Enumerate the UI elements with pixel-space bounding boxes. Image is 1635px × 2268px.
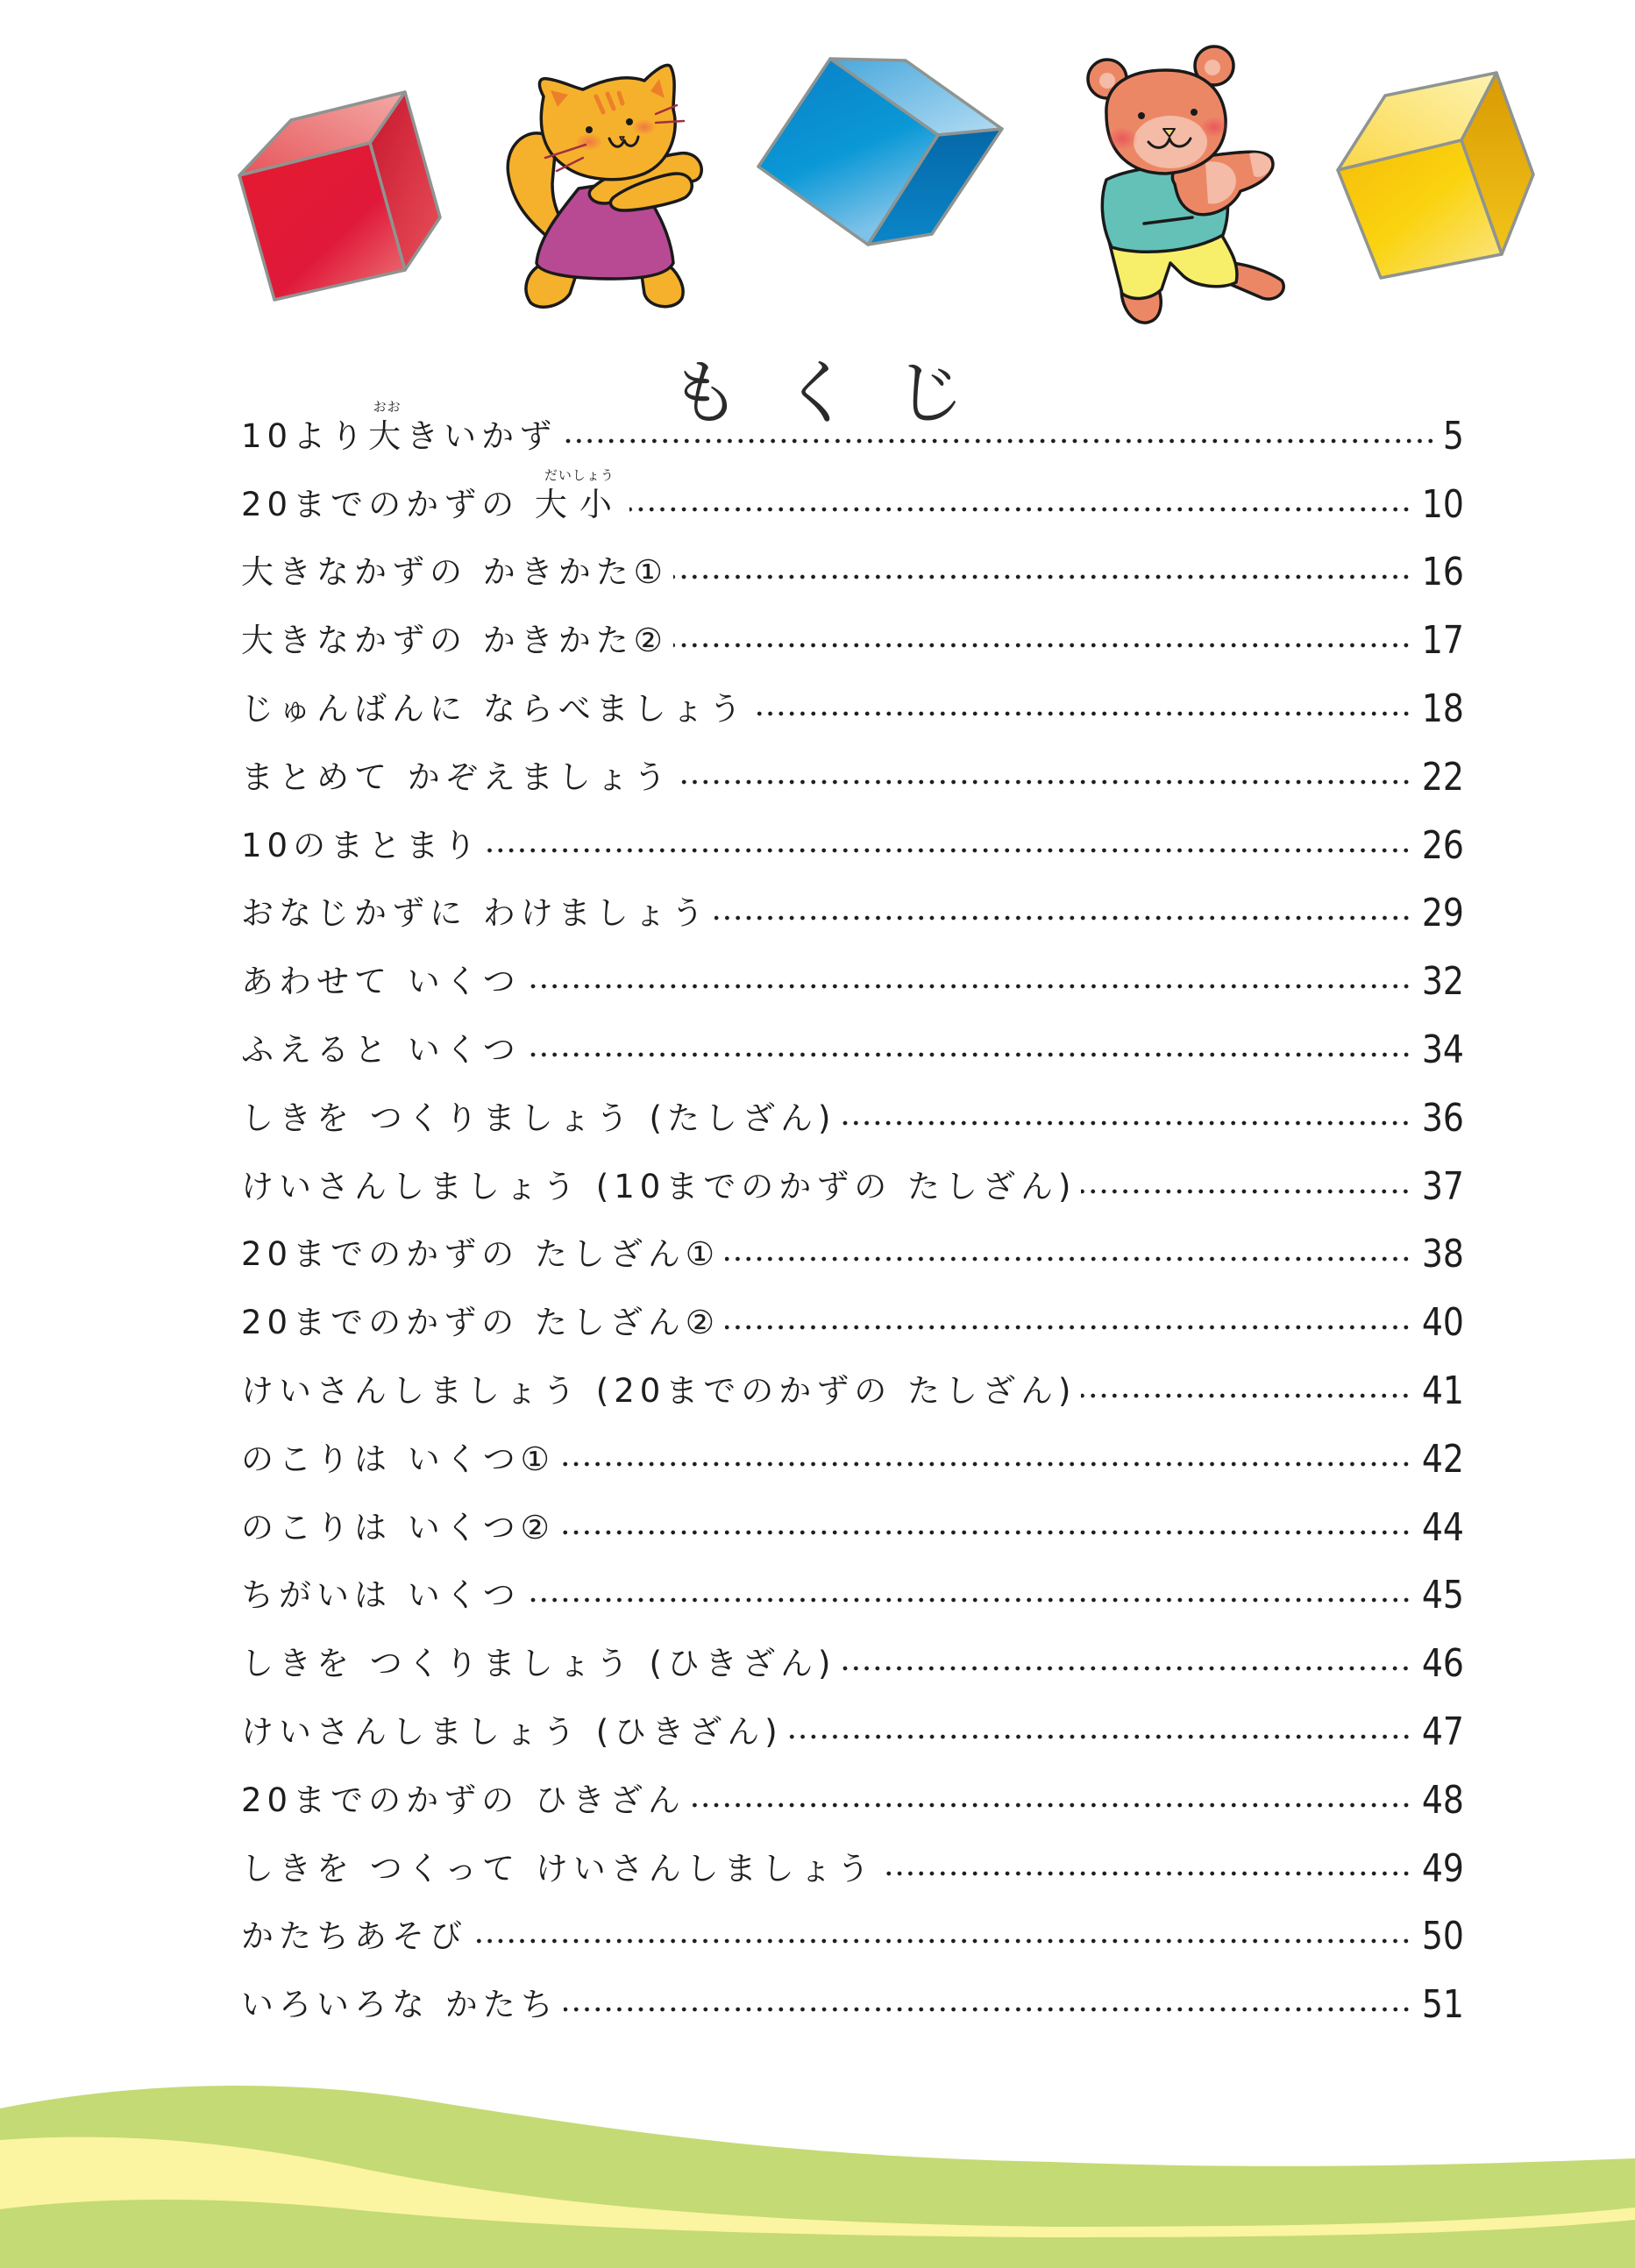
page-number: 18 xyxy=(1421,686,1464,732)
page-number: 17 xyxy=(1421,618,1464,664)
toc-entry[interactable] xyxy=(241,398,1464,471)
label-text: きいかず xyxy=(406,416,558,455)
table-of-contents xyxy=(241,398,1464,2039)
dot-leader xyxy=(673,574,1411,579)
toc-entry-label: けいさんしましょう (ひきざん) xyxy=(241,1713,783,1752)
dot-leader xyxy=(564,2007,1411,2012)
dot-leader xyxy=(526,984,1411,989)
toc-entry[interactable] xyxy=(241,607,1464,675)
page-number: 36 xyxy=(1421,1095,1464,1141)
toc-entry-label: しきを つくりましょう (たしざん) xyxy=(241,1098,836,1137)
page-number: 29 xyxy=(1421,891,1464,936)
toc-entry[interactable] xyxy=(241,1153,1464,1221)
dot-leader xyxy=(880,1871,1411,1876)
toc-entry[interactable] xyxy=(241,1357,1464,1425)
toc-entry-label: 20までのかずの たしざん② xyxy=(241,1304,721,1342)
dot-leader xyxy=(526,1597,1411,1603)
dot-leader xyxy=(629,507,1411,512)
page-number: 45 xyxy=(1421,1573,1464,1618)
blue-cube xyxy=(758,59,1002,245)
toc-entry-label: じゅんばんに ならべましょう xyxy=(241,690,747,729)
toc-entry-label xyxy=(241,398,558,455)
toc-entry-label: しきを つくって けいさんしましょう xyxy=(241,1849,875,1888)
page-number: 49 xyxy=(1421,1845,1464,1891)
page-number: 51 xyxy=(1421,1982,1464,2028)
toc-entry[interactable] xyxy=(241,1630,1464,1698)
dot-leader xyxy=(560,1530,1411,1535)
page-number: 41 xyxy=(1421,1369,1464,1414)
toc-entry[interactable] xyxy=(241,1084,1464,1153)
toc-entry-label: 大きなかずの かきかた② xyxy=(241,622,668,660)
dot-leader xyxy=(841,1666,1411,1671)
toc-entry[interactable] xyxy=(241,1016,1464,1084)
page-number: 10 xyxy=(1421,481,1464,527)
dot-leader xyxy=(725,1256,1411,1262)
page-number: 44 xyxy=(1421,1504,1464,1550)
dot-leader xyxy=(1081,1393,1411,1398)
page-number: 38 xyxy=(1421,1232,1464,1277)
toc-entry-label: ふえると いくつ xyxy=(241,1031,521,1070)
toc-entry-label: ちがいは いくつ xyxy=(241,1576,521,1615)
toc-entry-label xyxy=(241,466,624,523)
toc-entry[interactable] xyxy=(241,539,1464,608)
dot-leader xyxy=(841,1120,1411,1126)
toc-entry[interactable] xyxy=(241,880,1464,949)
toc-entry[interactable] xyxy=(241,1971,1464,2039)
dot-leader xyxy=(526,1052,1411,1057)
page-number: 46 xyxy=(1421,1641,1464,1687)
page-number: 47 xyxy=(1421,1710,1464,1755)
toc-entry-label: まとめて かぞえましょう xyxy=(241,757,672,796)
toc-entry[interactable] xyxy=(241,1698,1464,1767)
ruby xyxy=(534,466,624,523)
dot-leader xyxy=(752,711,1411,716)
label-text: 20までのかずの xyxy=(241,485,535,523)
page-number: 50 xyxy=(1421,1914,1464,1959)
page-number: 40 xyxy=(1421,1300,1464,1346)
toc-entry-label: 20までのかずの たしざん① xyxy=(241,1235,721,1274)
dot-leader xyxy=(1081,1189,1411,1194)
page-number: 48 xyxy=(1421,1777,1464,1823)
dot-leader xyxy=(560,1461,1411,1467)
furigana: おお xyxy=(373,398,402,415)
page-number: 32 xyxy=(1421,959,1464,1005)
toc-entry[interactable] xyxy=(241,675,1464,743)
toc-entry[interactable] xyxy=(241,1221,1464,1290)
toc-entry-label: あわせて いくつ xyxy=(241,963,521,1001)
dot-leader xyxy=(691,1802,1411,1808)
page-number: 37 xyxy=(1421,1163,1464,1209)
toc-entry-label: 20までのかずの ひきざん xyxy=(241,1781,686,1819)
toc-entry-label: しきを つくりましょう (ひきざん) xyxy=(241,1645,836,1683)
toc-entry-label: 大きなかずの かきかた① xyxy=(241,553,668,592)
toc-entry-label: けいさんしましょう (20までのかずの たしざん) xyxy=(241,1372,1077,1411)
dot-leader xyxy=(673,643,1411,648)
dot-leader xyxy=(677,779,1411,785)
toc-entry[interactable] xyxy=(241,812,1464,880)
toc-entry[interactable] xyxy=(241,1562,1464,1631)
page-number: 16 xyxy=(1421,550,1464,595)
toc-entry-label: のこりは いくつ① xyxy=(241,1440,555,1478)
dot-leader xyxy=(714,915,1411,921)
dot-leader xyxy=(788,1734,1411,1739)
dot-leader xyxy=(725,1325,1411,1330)
header-illustrations xyxy=(0,0,1635,351)
toc-entry[interactable] xyxy=(241,1289,1464,1357)
toc-entry[interactable] xyxy=(241,948,1464,1016)
dot-leader xyxy=(473,1938,1411,1944)
red-cube xyxy=(239,92,440,300)
ruby xyxy=(368,398,407,455)
cat-character xyxy=(508,65,701,307)
dot-leader xyxy=(487,848,1411,853)
page-number: 22 xyxy=(1421,754,1464,800)
toc-entry-label: けいさんしましょう (10までのかずの たしざん) xyxy=(241,1167,1077,1205)
toc-entry[interactable] xyxy=(241,743,1464,812)
furigana: だいしょう xyxy=(544,466,615,483)
ruby-base: 大 xyxy=(368,416,407,455)
page-number: 42 xyxy=(1421,1436,1464,1482)
page-number: 5 xyxy=(1442,413,1464,459)
page-number: 34 xyxy=(1421,1027,1464,1073)
toc-entry[interactable] xyxy=(241,1767,1464,1835)
toc-entry-label: おなじかずに わけましょう xyxy=(241,894,709,933)
toc-entry[interactable] xyxy=(241,1903,1464,1972)
yellow-cube xyxy=(1338,73,1533,278)
ruby-base: 大小 xyxy=(534,485,624,523)
footer-wave xyxy=(0,2069,1635,2268)
page-title: もくじ xyxy=(670,352,1007,434)
toc-entry[interactable] xyxy=(241,1835,1464,1903)
toc-entry[interactable] xyxy=(241,1425,1464,1494)
toc-entry-label: いろいろな かたち xyxy=(241,1986,558,2024)
toc-entry[interactable] xyxy=(241,1494,1464,1562)
label-text: 10より xyxy=(241,416,369,455)
toc-entry-label: 10のまとまり xyxy=(241,826,482,864)
toc-entry-label: かたちあそび xyxy=(241,1917,467,1956)
bear-character xyxy=(1088,46,1283,323)
page-number: 26 xyxy=(1421,822,1464,868)
dot-leader xyxy=(562,438,1436,444)
toc-entry[interactable] xyxy=(241,466,1464,539)
toc-entry-label: のこりは いくつ② xyxy=(241,1508,555,1546)
